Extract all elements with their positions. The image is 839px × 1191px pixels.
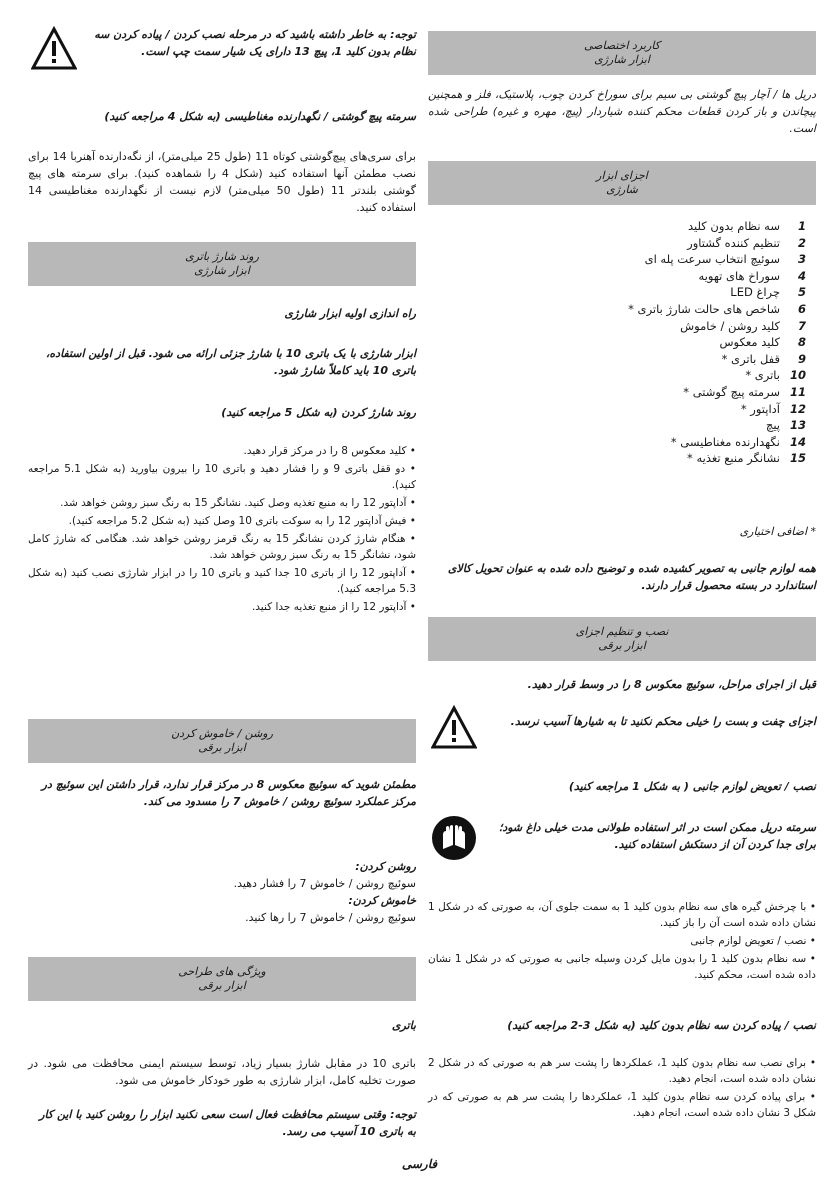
warning-triangle-icon: [428, 705, 480, 751]
charge-bullets: [28, 443, 416, 617]
part-label: سرمته پیچ گوشتی *: [683, 384, 780, 399]
part-item: [428, 417, 806, 434]
bullet-item: [428, 951, 816, 983]
part-item: [428, 334, 806, 351]
part-item: [428, 401, 806, 418]
bullet-item: [428, 1089, 816, 1121]
section-header-usage: کاربرد اختصاصی ابزار شارژی: [428, 31, 816, 75]
bullet-item: [28, 495, 416, 511]
page-footer-language: فارسی: [401, 1157, 438, 1171]
warning-chuck: [428, 705, 816, 751]
part-item: [428, 434, 806, 451]
bullet-text: آداپتور 12 را از منبع تغذیه جدا کنید.: [251, 601, 407, 613]
bullet-item: [428, 899, 816, 931]
bullet-item: [28, 461, 416, 493]
section-header-install: نصب و تنظیم اجزای ابزار برقی: [428, 617, 816, 661]
bullet-text: کلید معکوس 8 را در مرکز قرار دهید.: [243, 445, 407, 457]
part-label: نگهدارنده مغناطیسی *: [670, 434, 780, 449]
part-label: قفل باتری *: [721, 351, 780, 366]
bullet-dot: •: [806, 953, 816, 965]
on-label: روشن کردن:: [355, 860, 416, 873]
magnet-text: برای سری‌های پیچ‌گوشتی کوتاه 11 (طول 25 میلی‌متر)، از نگه‌دارنده آهنربا 14 برای نصب مطمئن آنها استفاده کنید (شکل 4 را شماهده کنید). برای سرمته های پیچ گوشتی بلندتر 11 (طول 50 میلی‌متر) لازم نیست از نگهدارنده مغناطیسی 14 استفاده کنید.: [28, 150, 417, 214]
bullet-text: نصب / تعویض لوازم جانبی: [690, 935, 807, 947]
part-label: سوئیچ انتخاب سرعت پله ای: [644, 252, 780, 267]
warning-chuck-text: اجزای چفت و بست را خیلی محکم نکنید تا به شیارها آسیب نرسد.: [510, 715, 816, 728]
part-number: 13: [789, 418, 806, 433]
part-number: 4: [797, 268, 806, 283]
bullet-text: با چرخش گیره های سه نظام بدون کلید 1 به سمت جلوی آن، به صورتی که در شکل 1 نشان داده شده است آن را باز کنید.: [428, 901, 816, 929]
chuck-bullets: [428, 1055, 816, 1123]
optional-note: * اضافی اختیاری: [739, 525, 816, 538]
bullet-dot: •: [405, 567, 416, 579]
bullet-dot: •: [806, 935, 816, 947]
onoff-text: مطمئن شوید که سوئیچ معکوس 8 در مرکز قرار ندارد، قرار داشتن این سوئیچ در مرکز عملکرد سوئیچ روشن / خاموش 7 را مسدود می کند.: [41, 778, 416, 808]
part-item: [428, 367, 806, 384]
part-label: کلید معکوس: [719, 335, 780, 350]
part-number: 7: [797, 318, 806, 333]
off-text: سوئیچ روشن / خاموش 7 را رها کنید.: [245, 911, 416, 924]
usage-text: دریل ها / آچار پیچ گوشتی بی سیم برای سوراخ کردن چوب، پلاستیک، فلز و همچنین پیچاندن و باز کردن قطعات محکم کننده شیاردار (پیچ، مهره و غیره) طراحی شده است.: [428, 88, 816, 135]
bullet-item: [28, 531, 416, 563]
part-item: [428, 268, 806, 285]
chuck-title: نصب / پیاده کردن سه نظام بدون کلید (به شکل 3-2 مراجعه کنید): [507, 1019, 816, 1032]
battery-text: باتری 10 در مقابل شارژ بسیار زیاد، توسط سیستم ایمنی محافظت می شود. در صورت تخلیه کامل، ابزار شارژی به طور خودکار خاموش می شود.: [28, 1057, 416, 1087]
on-text: سوئیچ روشن / خاموش 7 را فشار دهید.: [233, 877, 416, 890]
part-number: 2: [797, 235, 806, 250]
part-item: [428, 301, 806, 318]
part-label: کلید روشن / خاموش: [680, 318, 780, 333]
part-item: [428, 284, 806, 301]
part-label: شاخص های حالت شارژ باتری *: [628, 301, 780, 316]
magnet-title: سرمته پیچ گوشتی / نگهدارنده مغناطیسی (به شکل 4 مراجعه کنید): [104, 110, 416, 123]
bullet-text: هنگام شارژ کردن نشانگر 15 به رنگ قرمز روشن خواهد شد. هنگامی که شارژ کامل شود، نشانگر 15 به رنگ سبز روشن خواهد شد.: [28, 533, 416, 561]
part-item: [428, 450, 806, 467]
part-label: چراغ LED: [730, 285, 780, 300]
bullet-dot: •: [406, 515, 416, 527]
bullet-dot: •: [406, 497, 416, 509]
bullet-dot: •: [405, 463, 416, 475]
part-item: [428, 218, 806, 235]
part-number: 15: [789, 451, 806, 466]
gloves-icon: [428, 815, 480, 861]
bullet-item: [428, 1055, 816, 1087]
part-number: 8: [797, 335, 806, 350]
part-number: 3: [797, 252, 806, 267]
replace-title: نصب / تعویض لوازم جانبی ( به شکل 1 مراجعه کنید): [568, 780, 816, 793]
bullet-dot: •: [406, 445, 416, 457]
section-header-onoff: روشن / خاموش کردن ابزار برقی: [28, 719, 416, 763]
part-number: 6: [797, 301, 806, 316]
part-number: 10: [789, 368, 806, 383]
glove-note-text: سرمته دریل ممکن است در اثر استفاده طولانی مدت خیلی داغ شود؛ برای جدا کردن آن از دستکش استفاده کنید.: [498, 821, 816, 851]
part-number: 11: [789, 384, 806, 399]
part-label: نشانگر منبع تغذیه *: [687, 451, 780, 466]
bullet-dot: •: [806, 1057, 817, 1069]
bullet-text: آداپتور 12 را از باتری 10 جدا کنید و باتری 10 را در ابزار شارژی نصب کنید (به شکل 5.3 مراجعه کنید).: [28, 567, 416, 595]
charge-title: روند شارژ کردن (به شکل 5 مراجعه کنید): [221, 406, 416, 419]
part-label: سه نظام بدون کلید: [687, 219, 780, 233]
bullet-item: [428, 933, 816, 949]
part-item: [428, 318, 806, 335]
section-header-design: ویژگی های طراحی ابزار برقی: [28, 957, 416, 1001]
part-item: [428, 235, 806, 252]
part-number: 14: [789, 434, 806, 449]
startup-title: راه اندازی اولیه ابزار شارژی: [284, 307, 416, 320]
part-label: پیچ: [765, 418, 780, 433]
bullet-text: سه نظام بدون کلید 1 را بدون مایل کردن وسیله جانبی به صورتی که در شکل 1 نشان داده شده است، محکم کنید.: [428, 953, 816, 981]
top-warning-text: توجه: به خاطر داشته باشید که در مرحله نصب کردن / پیاده کردن سه نظام بدون کلید 1، پیچ 13 دارای یک شیار سمت چپ است.: [94, 28, 416, 58]
accessories-note: همه لوازم جانبی به تصویر کشیده شده و توضیح داده شده به عنوان تحویل کالای استاندارد در بسته محصول قرار دارند.: [447, 562, 816, 592]
part-number: 12: [789, 401, 806, 416]
before-work-text: قبل از اجرای مراحل، سوئیچ معکوس 8 را در وسط قرار دهید.: [527, 678, 816, 691]
onoff-instructions: [28, 858, 416, 926]
battery-title: باتری: [391, 1019, 416, 1032]
section-header-charge: روند شارژ باتری ابزار شارژی: [28, 242, 416, 286]
section-header-parts: اجزای ابزار شارژی: [428, 161, 816, 205]
part-number: 9: [797, 351, 806, 366]
warning-triangle-icon: [28, 26, 80, 72]
bullet-dot: •: [405, 533, 416, 545]
startup-text: ابزار شارژی با یک باتری 10 با شارژ جزئی ارائه می شود. قبل از اولین استفاده، باتری 10 باید کاملاً شارژ شود.: [45, 347, 416, 377]
part-label: باتری *: [745, 368, 780, 383]
bullet-item: [28, 599, 416, 615]
bullet-text: برای پیاده کردن سه نظام بدون کلید 1، عملکردها را پشت سر هم به صورتی که در شکل 3 نشان داده شده است، انجام دهید.: [428, 1091, 816, 1119]
bullet-text: دو قفل باتری 9 و را فشار دهید و باتری 10 را بیرون بیاورید (به شکل 5.1 مراجعه کنید).: [28, 463, 416, 491]
part-item: [428, 251, 806, 268]
glove-note: [428, 815, 816, 861]
bullet-item: [28, 565, 416, 597]
bullet-item: [28, 443, 416, 459]
bullet-dot: •: [406, 601, 416, 613]
bullet-item: [28, 513, 416, 529]
top-warning: [28, 26, 416, 72]
bullet-text: برای نصب سه نظام بدون کلید 1، عملکردها را پشت سر هم به صورتی که در شکل 2 نشان داده شده است، انجام دهید.: [428, 1057, 816, 1085]
part-label: تنظیم کننده گشتاور: [687, 235, 780, 250]
off-label: خاموش کردن:: [348, 894, 416, 907]
replace-bullets: [428, 899, 816, 985]
part-item: [428, 351, 806, 368]
part-label: سوراخ های تهویه: [698, 268, 780, 283]
bullet-dot: •: [805, 1091, 816, 1103]
parts-list: [428, 218, 806, 467]
battery-note: توجه: وقتی سیستم محافظت فعال است سعی نکنید ابزار را روشن کنید با این کار به باتری 10 آسیب می رسد.: [39, 1108, 416, 1138]
part-label: آداپتور *: [740, 401, 780, 416]
part-item: [428, 384, 806, 401]
bullet-dot: •: [806, 901, 817, 913]
bullet-text: آداپتور 12 را به منبع تغذیه وصل کنید. نشانگر 15 به رنگ سبز روشن خواهد شد.: [60, 497, 407, 509]
bullet-text: فیش آداپتور 12 را به سوکت باتری 10 وصل کنید (به شکل 5.2 مراجعه کنید).: [68, 515, 407, 527]
part-number: 5: [797, 285, 806, 300]
part-number: 1: [797, 219, 806, 233]
